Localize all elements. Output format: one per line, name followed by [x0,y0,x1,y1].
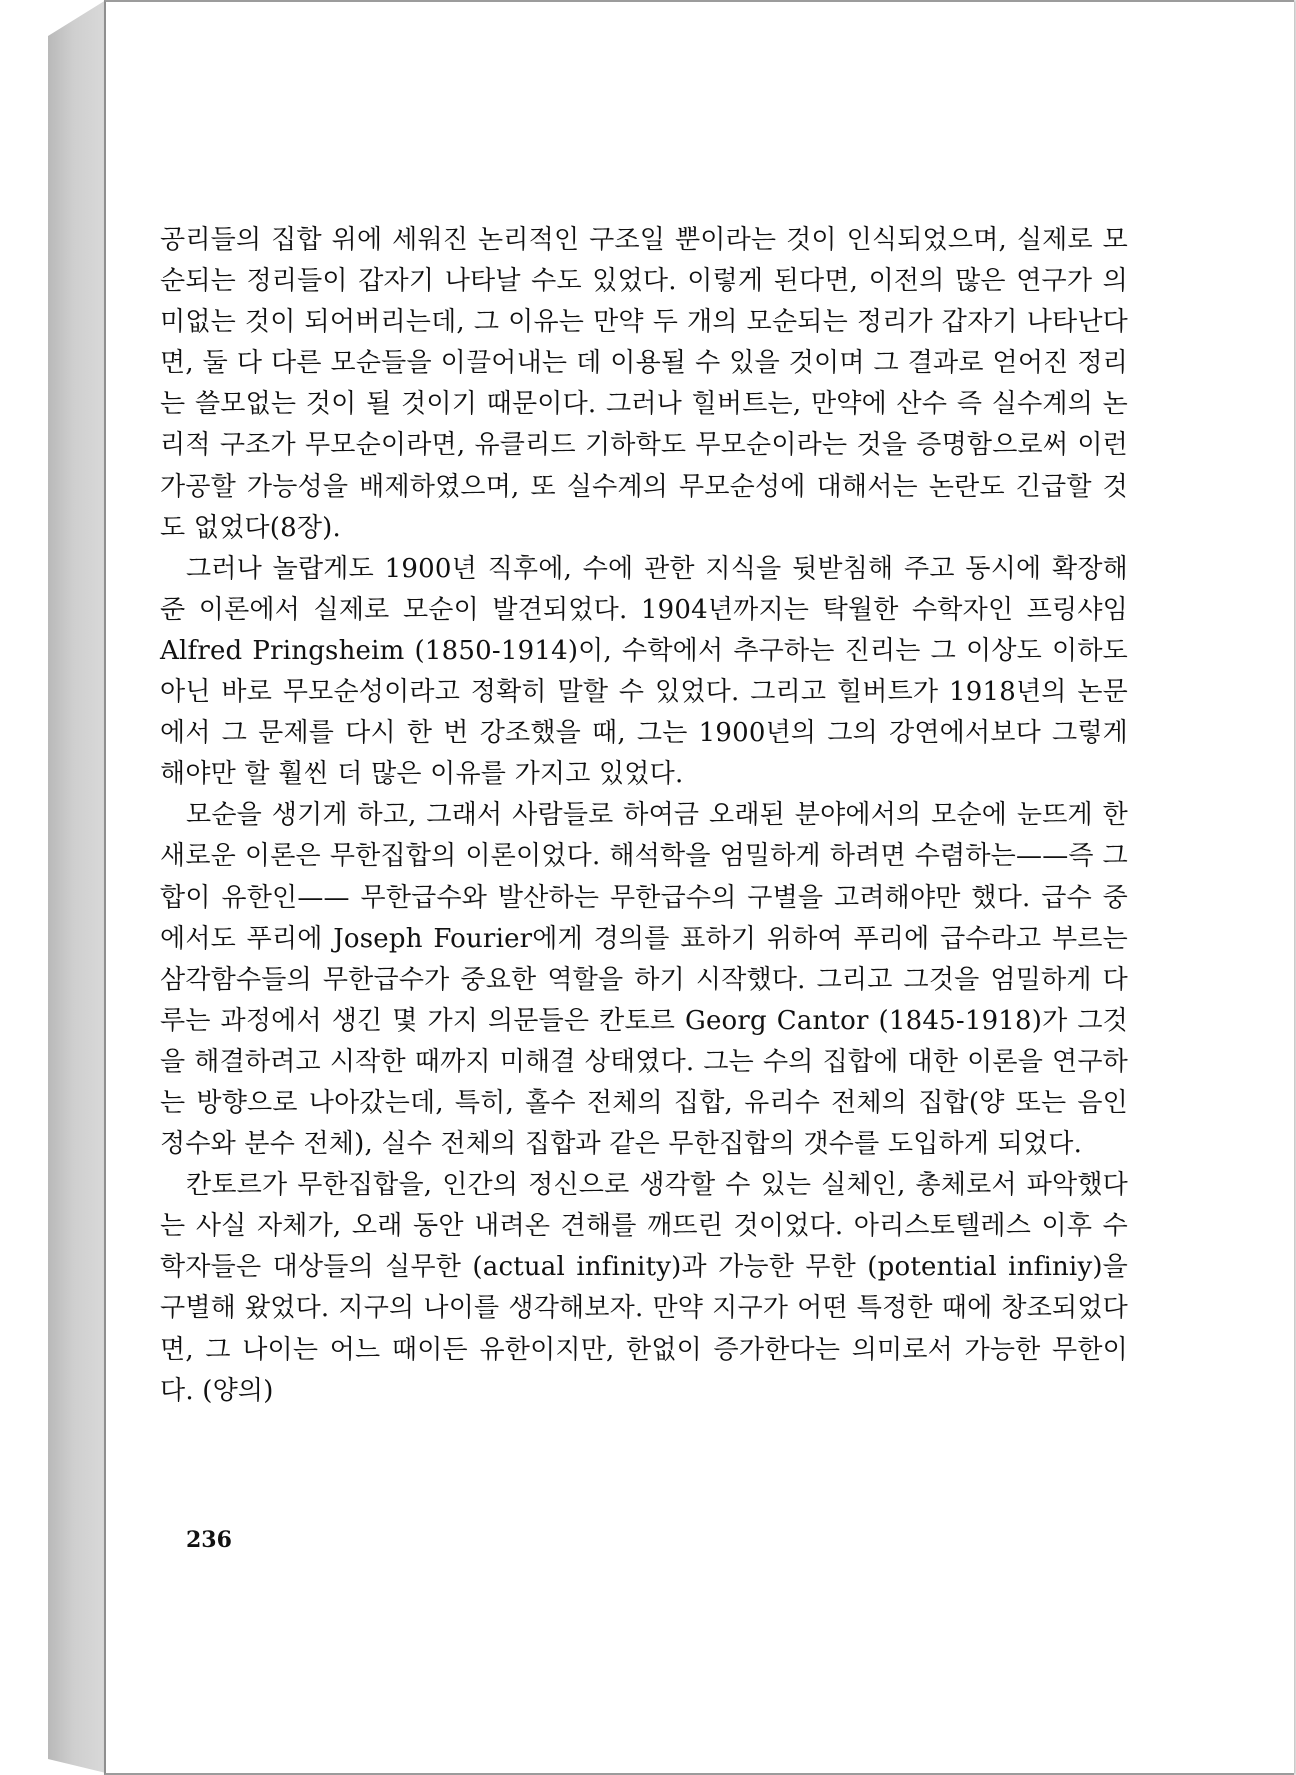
book-spine [48,0,106,1773]
spine-top-edge [48,0,106,36]
page-number: 236 [186,1527,232,1553]
page-body [160,220,1128,1412]
paragraph-4: 칸토르가 무한집합을, 인간의 정신으로 생각할 수 있는 실체인, 총체로서 파악했다는 사실 자체가, 오래 동안 내려온 견해를 깨뜨린 것이었다. 아리스토텔레스 이후 수학자들은 대상들의 실무한 (actual infinity)과 가능한 무한 (potential infiniy)을 구별해 왔었다. 지구의 나이를 생각해보자. 만약 지구가 어떤 특정한 때에 창조되었다면, 그 나이는 어느 때이든 유한이지만, 한없이 증가한다는 의미로서 가능한 무한이다. (양의) [160,1170,1128,1406]
paragraph-2: 그러나 놀랍게도 1900년 직후에, 수에 관한 지식을 뒷받침해 주고 동시에 확장해 준 이론에서 실제로 모순이 발견되었다. 1904년까지는 탁월한 수학자인 프링샤임 Alfred Pringsheim (1850-1914)이, 수학에서 추구하는 진리는 그 이상도 이하도 아닌 바로 무모순성이라고 정확히 말할 수 있었다. 그리고 힐버트가 1918년의 논문에서 그 문제를 다시 한 번 강조했을 때, 그는 1900년의 그의 강연에서보다 그렇게 해야만 할 훨씬 더 많은 이유를 가지고 있었다. [160,553,1128,790]
spine-bottom-edge [48,1759,106,1773]
paragraph-1: 공리들의 집합 위에 세워진 논리적인 구조일 뿐이라는 것이 인식되었으며, 실제로 모순되는 정리들이 갑자기 나타날 수도 있었다. 이렇게 된다면, 이전의 많은 연구가 의미없는 것이 되어버리는데, 그 이유는 만약 두 개의 모순되는 정리가 갑자기 나타난다면, 둘 다 다른 모순들을 이끌어내는 데 이용될 수 있을 것이며 그 결과로 얻어진 정리는 쓸모없는 것이 될 것이기 때문이다. 그러나 힐버트는, 만약에 산수 즉 실수계의 논리적 구조가 무모순이라면, 유클리드 기하학도 무모순이라는 것을 증명함으로써 이런 가공할 가능성을 배제하였으며, 또 실수계의 무모순성에 대해서는 논란도 긴급할 것도 없었다(8장). [160,225,1128,543]
paragraph-3: 모순을 생기게 하고, 그래서 사람들로 하여금 오래된 분야에서의 모순에 눈뜨게 한 새로운 이론은 무한집합의 이론이었다. 해석학을 엄밀하게 하려면 수렴하는——즉 그 합이 유한인—— 무한급수와 발산하는 무한급수의 구별을 고려해야만 했다. 급수 중에서도 푸리에 Joseph Fourier에게 경의를 표하기 위하여 푸리에 급수라고 부르는 삼각함수들의 무한급수가 중요한 역할을 하기 시작했다. 그리고 그것을 엄밀하게 다루는 과정에서 생긴 몇 가지 의문들은 칸토르 Georg Cantor (1845-1918)가 그것을 해결하려고 시작한 때까지 미해결 상태였다. 그는 수의 집합에 대한 이론을 연구하는 방향으로 나아갔는데, 특히, 홀수 전체의 집합, 유리수 전체의 집합(양 또는 음인 정수와 분수 전체), 실수 전체의 집합과 같은 무한집합의 갯수를 도입하게 되었다. [160,800,1128,1160]
